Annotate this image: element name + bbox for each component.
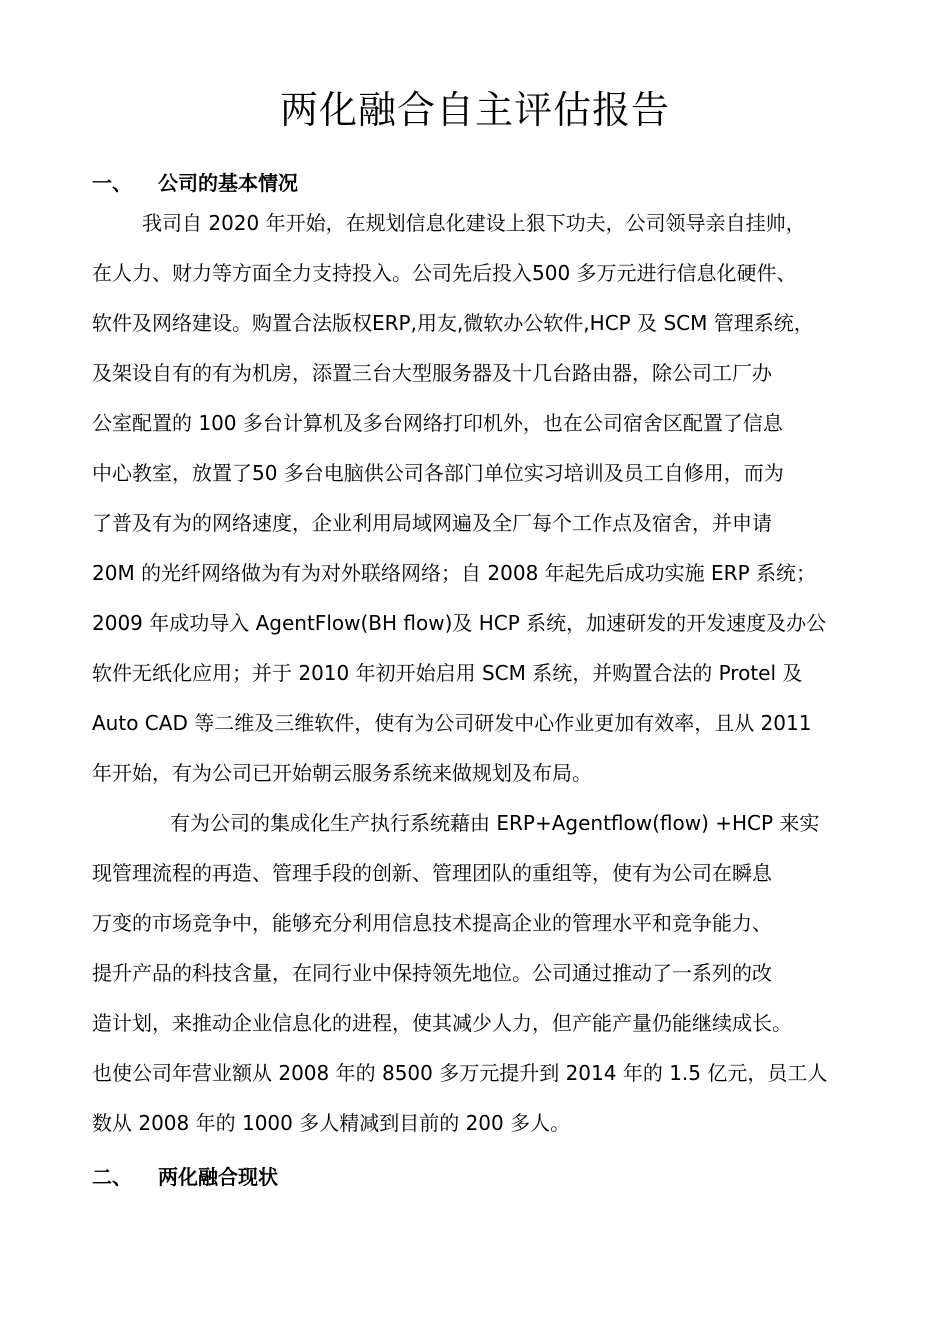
paragraph-line: 及架设自有的有为机房，添置三台大型服务器及十几台路由器，除公司工厂办	[92, 361, 772, 385]
paragraph-line: 造计划，来推动企业信息化的进程，使其减少人力，但产能产量仍能继续成长。	[92, 1011, 792, 1035]
paragraph-line: 年开始，有为公司已开始朝云服务系统来做规划及布局。	[92, 761, 592, 785]
paragraph-line: 软件及网络建设。购置合法版权ERP,用友,微软办公软件,HCP 及 SCM 管理系统，	[92, 311, 814, 335]
paragraph-line: 软件无纸化应用；并于 2010 年初开始启用 SCM 系统，并购置合法的 Protel 及	[92, 661, 803, 685]
paragraph-line: 万变的市场竞争中，能够充分利用信息技术提高企业的管理水平和竞争能力、	[92, 911, 772, 935]
section-number: 一、	[92, 171, 132, 195]
paragraph-line: 提升产品的科技含量，在同行业中保持领先地位。公司通过推动了一系列的改	[92, 961, 772, 985]
paragraph-line: 现管理流程的再造、管理手段的创新、管理团队的重组等，使有为公司在瞬息	[92, 861, 772, 885]
paragraph-line: 有为公司的集成化生产执行系统藉由 ERP+Agentflow(flow) +HCP 来实	[170, 811, 820, 835]
document-title: 两化融合自主评估报告	[279, 88, 670, 132]
paragraph-line: 20M 的光纤网络做为有为对外联络网络；自 2008 年起先后成功实施 ERP 系统；	[92, 561, 816, 585]
paragraph-line: 2009 年成功导入 AgentFlow(BH flow)及 HCP 系统，加速研发的开发速度及办公	[92, 611, 827, 635]
section-heading-1	[92, 168, 298, 198]
paragraph-line: Auto CAD 等二维及三维软件，使有为公司研发中心作业更加有效率，且从 2011	[92, 711, 812, 735]
paragraph-line: 也使公司年营业额从 2008 年的 8500 多万元提升到 2014 年的 1.5 亿元，员工人	[92, 1061, 828, 1085]
paragraph-line: 我司自 2020 年开始，在规划信息化建设上狠下功夫，公司领导亲自挂帅，	[142, 211, 806, 235]
section-title: 公司的基本情况	[158, 171, 298, 195]
section-heading-2	[92, 1162, 278, 1192]
paragraph-line: 公室配置的 100 多台计算机及多台网络打印机外，也在公司宿舍区配置了信息	[92, 411, 783, 435]
paragraph-line: 在人力、财力等方面全力支持投入。公司先后投入500 多万元进行信息化硬件、	[92, 261, 797, 285]
paragraph-line: 中心教室，放置了50 多台电脑供公司各部门单位实习培训及员工自修用，而为	[92, 461, 784, 485]
paragraph-line: 了普及有为的网络速度，企业利用局域网遍及全厂每个工作点及宿舍，并申请	[92, 511, 772, 535]
section-title: 两化融合现状	[158, 1165, 278, 1189]
section-number: 二、	[92, 1165, 132, 1189]
paragraph-line: 数从 2008 年的 1000 多人精减到目前的 200 多人。	[92, 1111, 571, 1135]
